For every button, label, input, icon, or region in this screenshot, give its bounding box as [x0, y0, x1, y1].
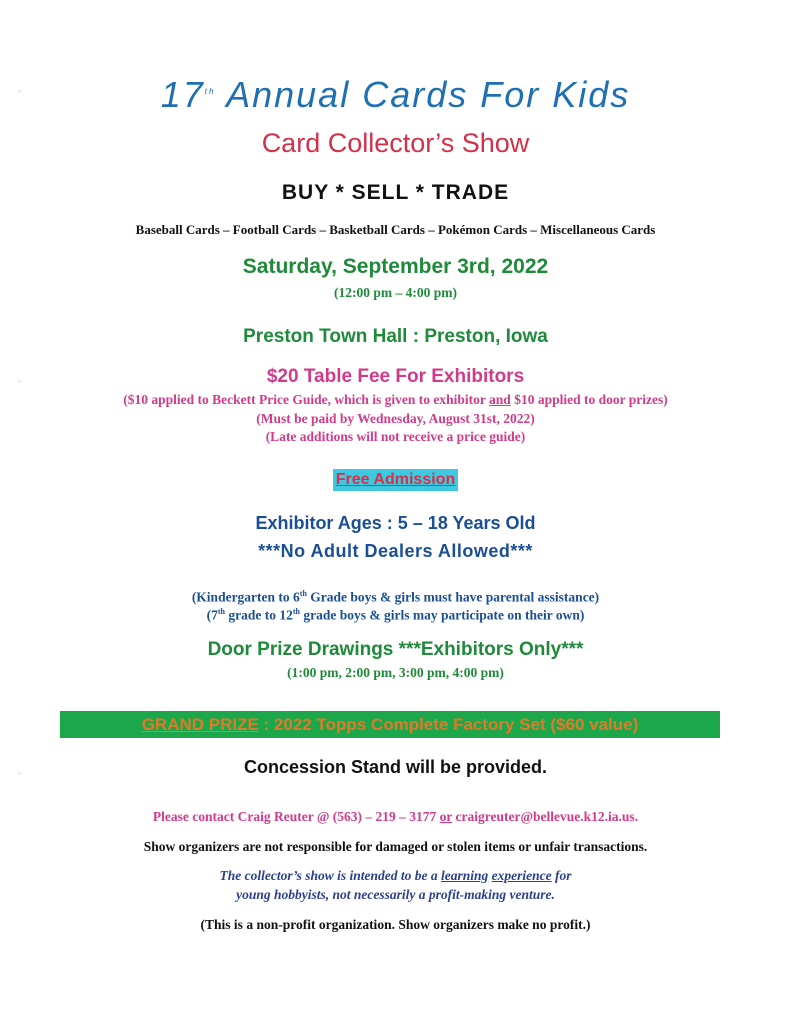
scan-speck: [18, 90, 21, 93]
flyer-title: [0, 74, 791, 116]
table-fee-note-2: (Must be paid by Wednesday, August 31st, 2022): [256, 411, 535, 426]
contact-part: Please contact Craig Reuter @ (563) – 219 – 3177: [152, 809, 440, 824]
grade-rule: [0, 607, 791, 624]
title-ordinal: th: [204, 87, 216, 96]
ordinal: th: [217, 607, 225, 616]
table-fee-heading: $20 Table Fee For Exhibitors: [266, 366, 525, 387]
card-categories: Baseball Cards – Football Cards – Basketball Cards – Pokémon Cards – Miscellaneous Cards: [135, 222, 656, 237]
contact-email: craigreuter@bellevue.k12.ia.us.: [452, 809, 639, 824]
intent-learning: learning: [441, 868, 489, 883]
event-date: Saturday, September 3rd, 2022: [242, 255, 549, 278]
scan-speck: [18, 772, 21, 775]
intent-experience: experience: [491, 868, 552, 883]
free-admission-badge: Free Admission: [333, 469, 458, 491]
scan-speck: [18, 380, 21, 383]
buy-sell-trade-heading: BUY * SELL * TRADE: [281, 181, 510, 204]
fee-note-part: ($10 applied to Beckett Price Guide, which is given to exhibitor: [123, 392, 490, 407]
fee-note-part: $10 applied to door prizes): [510, 392, 668, 407]
intent-part: The collector’s show is intended to be a: [219, 868, 441, 883]
event-location: Preston Town Hall : Preston, Iowa: [243, 326, 548, 347]
grand-prize-text: : 2022 Topps Complete Factory Set ($60 value): [258, 715, 639, 734]
concession-notice: Concession Stand will be provided.: [243, 757, 548, 777]
disclaimer: Show organizers are not responsible for damaged or stolen items or unfair transactions.: [143, 839, 648, 854]
door-prize-heading: Door Prize Drawings ***Exhibitors Only***: [207, 639, 584, 660]
event-time: (12:00 pm – 4:00 pm): [334, 285, 457, 300]
grand-prize-label: GRAND PRIZE: [141, 715, 259, 734]
title-text: Annual Cards For Kids: [215, 74, 631, 115]
ordinal: th: [299, 589, 307, 598]
rule-part: (7: [206, 607, 218, 623]
fee-note-and: and: [489, 392, 511, 407]
table-fee-note-1: [0, 392, 791, 408]
flyer-subtitle: Card Collector’s Show: [261, 128, 530, 158]
rule-part: grade to 12: [225, 607, 293, 623]
rule-part: Grade boys & girls must have parental assistance): [306, 589, 600, 605]
intent-line-2: young hobbyists, not necessarily a profit-making venture.: [236, 887, 555, 902]
kindergarten-rule: [0, 589, 791, 606]
contact-info: [0, 809, 791, 825]
intent-part: for: [551, 868, 572, 883]
nonprofit-note: (This is a non-profit organization. Show organizers make no profit.): [200, 917, 591, 932]
title-number: 17: [160, 74, 205, 115]
door-prize-times: (1:00 pm, 2:00 pm, 3:00 pm, 4:00 pm): [287, 665, 504, 680]
free-admission-row: [0, 469, 791, 491]
no-adult-dealers: ***No Adult Dealers Allowed***: [258, 541, 533, 561]
rule-part: grade boys & girls may participate on their own): [300, 607, 585, 623]
ordinal: th: [292, 607, 300, 616]
contact-or: or: [439, 809, 453, 824]
rule-part: (Kindergarten to 6: [191, 589, 300, 605]
exhibitor-ages: Exhibitor Ages : 5 – 18 Years Old: [255, 513, 536, 533]
grand-prize-banner: [60, 711, 720, 738]
table-fee-note-3: (Late additions will not receive a price guide): [265, 429, 526, 444]
intent-line-1: [0, 868, 791, 884]
